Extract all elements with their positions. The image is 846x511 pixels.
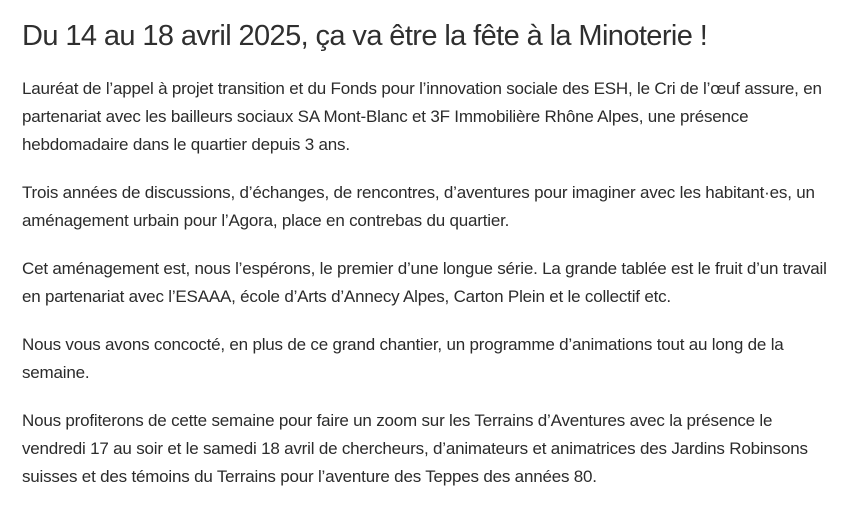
page-title: Du 14 au 18 avril 2025, ça va être la fête à la Minoterie !	[22, 20, 708, 52]
article	[22, 14, 834, 511]
article-paragraph: Nous vous avons concocté, en plus de ce grand chantier, un programme d’animations tout au long de la semaine.	[22, 335, 784, 382]
article-paragraph: Cet aménagement est, nous l’espérons, le premier d’une longue série. La grande tablée est le fruit d’un travail en partenariat avec l’ESAAA, école d’Arts d’Annecy Alpes, Carton Plein et le collectif etc.	[22, 259, 827, 306]
article-paragraph: Trois années de discussions, d’échanges, de rencontres, d’aventures pour imaginer avec les habitant·es, un aménagement urbain pour l’Agora, place en contrebas du quartier.	[22, 183, 815, 230]
article-paragraph: Nous profiterons de cette semaine pour faire un zoom sur les Terrains d’Aventures avec la présence le vendredi 17 au soir et le samedi 18 avril de chercheurs, d’animateurs et animatrices des Jardins Robinsons suisses et des témoins du Terrains pour l’aventure des Teppes des années 80.	[22, 411, 808, 486]
article-paragraph: Lauréat de l’appel à projet transition et du Fonds pour l’innovation sociale des ESH, le Cri de l’œuf assure, en partenariat avec les bailleurs sociaux SA Mont-Blanc et 3F Immobilière Rhône Alpes, une présence hebdomadaire dans le quartier depuis 3 ans.	[22, 79, 822, 154]
